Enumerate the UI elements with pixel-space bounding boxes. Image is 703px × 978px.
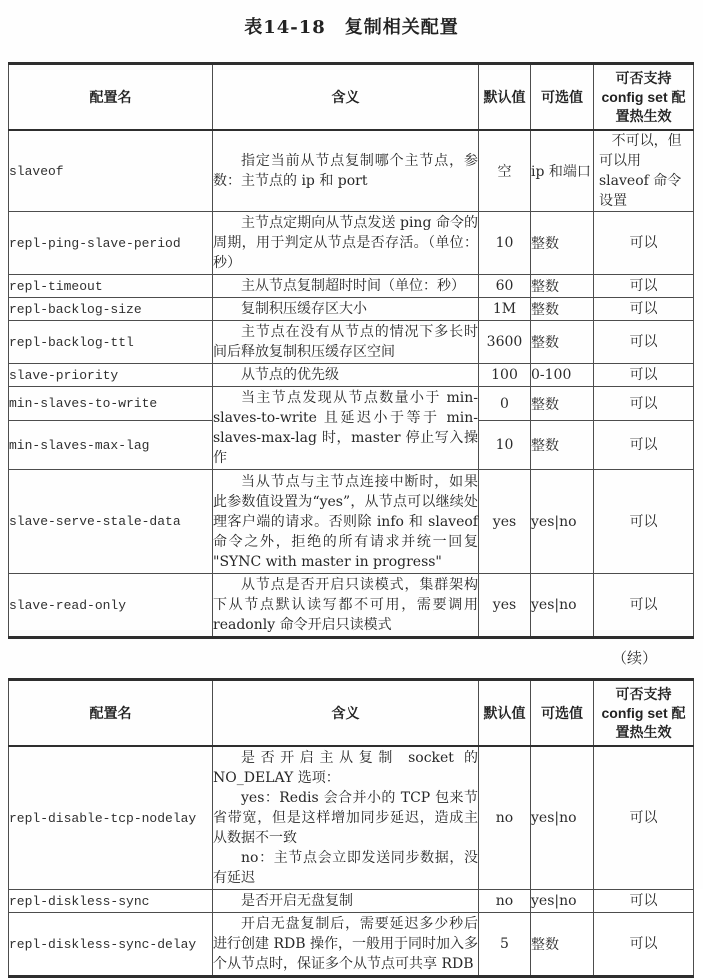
config-name-cell: repl-disable-tcp-nodelay: [9, 746, 213, 890]
hot-config-cell: 可以: [594, 364, 694, 387]
table-row: [9, 913, 694, 977]
default-value-cell: 空: [479, 130, 531, 212]
meaning-cell: [213, 746, 479, 890]
meaning-cell: [213, 321, 479, 364]
meaning-paragraph: 主从节点复制超时时间（单位：秒）: [241, 278, 465, 294]
table-row: [9, 275, 694, 298]
options-cell: 整数: [531, 913, 594, 977]
default-value-cell: 1M: [479, 298, 531, 321]
page-title: 表14-18 复制相关配置: [244, 17, 459, 38]
hot-config-cell: 不可以，但可以用 slaveof 命令设置: [594, 130, 694, 212]
hot-config-cell: 可以: [594, 321, 694, 364]
options-cell: ip 和端口: [531, 130, 594, 212]
default-value-cell: yes: [479, 574, 531, 638]
config-name-cell: slaveof: [9, 130, 213, 212]
meaning-cell: [213, 913, 479, 977]
options-cell: 0-100: [531, 364, 594, 387]
options-cell: yes|no: [531, 470, 594, 574]
options-cell: 整数: [531, 387, 594, 421]
meaning-cell-merged: [213, 387, 479, 470]
header-meaning: 含义: [213, 680, 479, 747]
meaning-cell: [213, 574, 479, 638]
options-cell: yes|no: [531, 574, 594, 638]
header-hot-config: 可否支持 config set 配置热生效: [594, 64, 694, 131]
table-header-row: [9, 680, 694, 747]
header-options: 可选值: [531, 64, 594, 131]
default-value-cell: no: [479, 890, 531, 913]
table-row: [9, 364, 694, 387]
meaning-paragraph: 当从节点与主节点连接中断时，如果此参数值设置为“yes”，从节点可以继续处理客户端的请求。否则除 info 和 slaveof 命令之外，拒绝的所有请求并统一回复 "SYNC with master in progress": [213, 473, 478, 570]
config-name-cell: min-slaves-to-write: [9, 387, 213, 421]
meaning-paragraph: 指定当前从节点复制哪个主节点，参数：主节点的 ip 和 port: [213, 153, 478, 189]
table-row: [9, 746, 694, 890]
meaning-paragraph: 从节点是否开启只读模式，集群架构下从节点默认读写都不可用，需要调用 readonly 命令开启只读模式: [213, 577, 478, 633]
default-value-cell: 3600: [479, 321, 531, 364]
config-name-cell: min-slaves-max-lag: [9, 421, 213, 470]
config-name-cell: repl-diskless-sync: [9, 890, 213, 913]
config-name-cell: slave-read-only: [9, 574, 213, 638]
config-name-cell: repl-timeout: [9, 275, 213, 298]
config-name-cell: repl-diskless-sync-delay: [9, 913, 213, 977]
table-row: [9, 387, 694, 421]
meaning-cell: [213, 890, 479, 913]
default-value-cell: 100: [479, 364, 531, 387]
config-name-cell: repl-backlog-ttl: [9, 321, 213, 364]
continued-marker: （续）: [611, 649, 657, 667]
meaning-cell: [213, 470, 479, 574]
hot-config-cell: 可以: [594, 890, 694, 913]
header-config-name: 配置名: [9, 680, 213, 747]
table-row: [9, 298, 694, 321]
hot-config-cell: 可以: [594, 421, 694, 470]
meaning-paragraph: 从节点的优先级: [241, 367, 339, 383]
header-default: 默认值: [479, 680, 531, 747]
config-name-cell: slave-serve-stale-data: [9, 470, 213, 574]
meaning-paragraph: 主节点定期向从节点发送 ping 命令的周期，用于判定从节点是否存活。（单位：秒）: [213, 215, 478, 271]
options-cell: 整数: [531, 212, 594, 275]
meaning-cell: [213, 212, 479, 275]
table-row: [9, 321, 694, 364]
hot-config-cell: 可以: [594, 574, 694, 638]
meaning-paragraph: 开启无盘复制后，需要延迟多少秒后进行创建 RDB 操作，一般用于同时加入多个从节点时，保证多个从节点可共享 RDB: [213, 916, 478, 972]
header-options: 可选值: [531, 680, 594, 747]
hot-config-cell: 可以: [594, 470, 694, 574]
meaning-cell: [213, 130, 479, 212]
config-name-cell: repl-backlog-size: [9, 298, 213, 321]
meaning-cell: [213, 275, 479, 298]
header-meaning: 含义: [213, 64, 479, 131]
default-value-cell: 60: [479, 275, 531, 298]
table-row: [9, 574, 694, 638]
replication-config-table-1: [8, 62, 694, 639]
table-row: [9, 470, 694, 574]
header-default: 默认值: [479, 64, 531, 131]
table-row: [9, 890, 694, 913]
hot-config-cell: 可以: [594, 275, 694, 298]
config-name-cell: repl-ping-slave-period: [9, 212, 213, 275]
hot-config-cell: 可以: [594, 298, 694, 321]
hot-config-cell: 可以: [594, 913, 694, 977]
hot-config-cell: 可以: [594, 212, 694, 275]
default-value-cell: 10: [479, 421, 531, 470]
default-value-cell: 5: [479, 913, 531, 977]
config-name-cell: slave-priority: [9, 364, 213, 387]
replication-config-table-2: [8, 678, 694, 978]
table-row: [9, 212, 694, 275]
options-cell: yes|no: [531, 746, 594, 890]
hot-config-cell: 可以: [594, 746, 694, 890]
default-value-cell: yes: [479, 470, 531, 574]
meaning-paragraph: no：主节点会立即发送同步数据，没有延迟: [213, 850, 478, 886]
header-hot-config: 可否支持 config set 配置热生效: [594, 680, 694, 747]
meaning-cell: [213, 298, 479, 321]
default-value-cell: 10: [479, 212, 531, 275]
meaning-paragraph: 是否开启无盘复制: [241, 893, 353, 909]
meaning-paragraph: yes：Redis 会合并小的 TCP 包来节省带宽，但是这样增加同步延迟，造成主从数据不一致: [213, 790, 478, 846]
header-config-name: 配置名: [9, 64, 213, 131]
options-cell: 整数: [531, 321, 594, 364]
meaning-paragraph: 是否开启主从复制 socket 的 NO_DELAY 选项：: [213, 750, 478, 786]
options-cell: 整数: [531, 275, 594, 298]
table-header-row: [9, 64, 694, 131]
meaning-paragraph: 主节点在没有从节点的情况下多长时间后释放复制积压缓存区空间: [213, 324, 478, 360]
meaning-paragraph: 复制积压缓存区大小: [241, 301, 367, 317]
hot-config-cell: 可以: [594, 387, 694, 421]
options-cell: 整数: [531, 298, 594, 321]
table-row: [9, 130, 694, 212]
default-value-cell: no: [479, 746, 531, 890]
options-cell: yes|no: [531, 890, 594, 913]
default-value-cell: 0: [479, 387, 531, 421]
meaning-cell: [213, 364, 479, 387]
meaning-paragraph: 当主节点发现从节点数量小于 min-slaves-to-write 且延迟小于等于 min-slaves-max-lag 时，master 停止写入操作: [213, 390, 478, 466]
options-cell: 整数: [531, 421, 594, 470]
